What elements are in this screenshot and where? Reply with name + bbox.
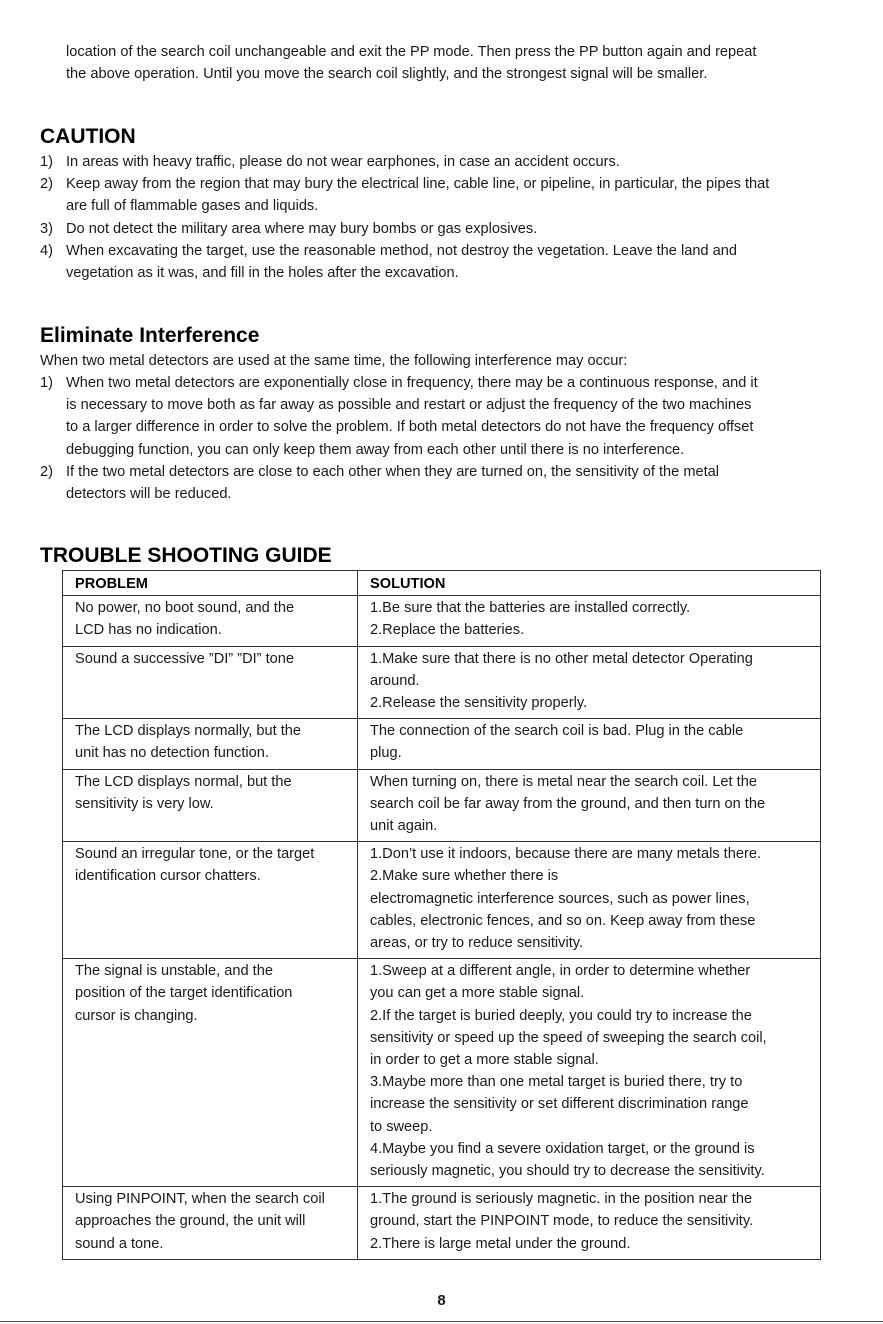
text-line: the above operation. Until you move the search coil slightly, and the strongest signal will be smaller.: [66, 66, 708, 83]
text-line: 1.Don’t use it indoors, because there are many metals there.: [370, 846, 761, 863]
text-line: electromagnetic interference sources, such as power lines,: [370, 890, 750, 907]
text-line: around.: [370, 672, 420, 689]
text-line: unit has no detection function.: [75, 745, 269, 762]
text-line: is necessary to move both as far away as possible and restart or adjust the frequency of the two machines: [66, 397, 752, 414]
solution-cell: [358, 719, 821, 769]
text-line: vegetation as it was, and fill in the holes after the excavation.: [66, 265, 459, 282]
text-line: The signal is unstable, and the: [75, 963, 273, 980]
text-line: position of the target identification: [75, 985, 293, 1002]
interference-heading: Eliminate Interference: [40, 324, 260, 347]
text-line: 2.Replace the batteries.: [370, 622, 525, 639]
text-line: approaches the ground, the unit will: [75, 1213, 306, 1230]
problem-cell: [63, 646, 358, 719]
text-line: When two metal detectors are exponentially close in frequency, there may be a continuous response, and it: [66, 375, 758, 391]
text-line: detectors will be reduced.: [66, 486, 232, 503]
text-line: sensitivity is very low.: [75, 795, 214, 812]
text-line: 1.Be sure that the batteries are installed correctly.: [370, 600, 691, 617]
text-line: seriously magnetic, you should try to decrease the sensitivity.: [370, 1163, 765, 1180]
text-line: you can get a more stable signal.: [370, 985, 585, 1002]
table-row: [63, 842, 821, 959]
table-row: [63, 646, 821, 719]
text-line: The connection of the search coil is bad. Plug in the cable: [370, 723, 744, 740]
text-line: increase the sensitivity or set different discrimination range: [370, 1096, 749, 1113]
text-line: No power, no boot sound, and the: [75, 600, 295, 617]
text-line: When excavating the target, use the reasonable method, not destroy the vegetation. Leave the land and: [66, 242, 737, 259]
interference-list: [40, 372, 845, 505]
text-line: In areas with heavy traffic, please do not wear earphones, in case an accident occurs.: [66, 154, 620, 170]
troubleshooting-heading: TROUBLE SHOOTING GUIDE: [40, 544, 332, 567]
list-item: [40, 461, 845, 505]
table-row: [63, 959, 821, 1187]
table-body: [63, 596, 821, 1260]
page-number: 8: [437, 1292, 446, 1309]
problem-cell: [63, 1187, 358, 1260]
interference-lead: When two metal detectors are used at the same time, the following interference may occur:: [40, 353, 628, 369]
list-item: [40, 240, 845, 284]
text-line: 4.Maybe you find a severe oxidation target, or the ground is: [370, 1140, 755, 1157]
text-line: Using PINPOINT, when the search coil: [75, 1191, 325, 1208]
caution-heading: CAUTION: [40, 125, 136, 148]
solution-cell: [358, 769, 821, 842]
text-line: 1.The ground is seriously magnetic. in the position near the: [370, 1191, 753, 1208]
text-line: When turning on, there is metal near the search coil. Let the: [370, 773, 757, 790]
problem-cell: [63, 959, 358, 1187]
text-line: areas, or try to reduce sensitivity.: [370, 935, 584, 952]
text-line: unit again.: [370, 818, 438, 835]
item-number: 4): [40, 242, 53, 259]
text-line: If the two metal detectors are close to each other when they are turned on, the sensitivity of the metal: [66, 463, 720, 480]
solution-cell: [358, 842, 821, 959]
table-row: [63, 769, 821, 842]
solution-cell: [358, 1187, 821, 1260]
solution-cell: [358, 596, 821, 646]
text-line: debugging function, you can only keep them away from each other until there is no interference.: [66, 441, 685, 458]
text-line: location of the search coil unchangeable and exit the PP mode. Then press the PP button again and repeat: [66, 44, 757, 60]
text-line: 1.Make sure that there is no other metal detector Operating: [370, 650, 753, 667]
text-line: The LCD displays normal, but the: [75, 773, 292, 790]
problem-cell: [63, 842, 358, 959]
list-item: [40, 372, 845, 461]
list-item: [40, 218, 845, 240]
text-line: are full of flammable gases and liquids.: [66, 198, 319, 215]
text-line: 3.Maybe more than one metal target is buried there, try to: [370, 1074, 743, 1091]
text-line: ground, start the PINPOINT mode, to reduce the sensitivity.: [370, 1213, 754, 1230]
intro-paragraph: [66, 41, 856, 85]
table-row: [63, 596, 821, 646]
item-number: 2): [40, 176, 53, 193]
text-line: The LCD displays normally, but the: [75, 723, 302, 740]
text-line: Keep away from the region that may bury the electrical line, cable line, or pipeline, in particular, the pipes that: [66, 176, 770, 193]
list-item: [40, 151, 845, 173]
text-line: cables, electronic fences, and so on. Keep away from these: [370, 912, 756, 929]
table-row: [63, 719, 821, 769]
text-line: to sweep.: [370, 1118, 433, 1135]
solution-cell: [358, 959, 821, 1187]
text-line: cursor is changing.: [75, 1007, 198, 1024]
text-line: to a larger difference in order to solve the problem. If both metal detectors do not have the frequency offset: [66, 419, 754, 436]
text-line: plug.: [370, 745, 402, 762]
text-line: 2.Make sure whether there is: [370, 868, 559, 885]
problem-cell: [63, 719, 358, 769]
problem-cell: [63, 596, 358, 646]
item-number: 1): [40, 154, 53, 170]
list-item: [40, 173, 845, 217]
table-row: [63, 1187, 821, 1260]
item-number: 1): [40, 375, 53, 391]
caution-list: [40, 151, 845, 284]
item-number: 3): [40, 220, 53, 237]
text-line: search coil be far away from the ground, and then turn on the: [370, 795, 766, 812]
table-header-row: [63, 571, 821, 596]
text-line: Sound an irregular tone, or the target: [75, 846, 315, 863]
text-line: Sound a successive ”DI” ”DI” tone: [75, 650, 294, 667]
text-line: 2.If the target is buried deeply, you could try to increase the: [370, 1007, 752, 1024]
problem-cell: [63, 769, 358, 842]
text-line: in order to get a more stable signal.: [370, 1052, 599, 1069]
text-line: sensitivity or speed up the speed of sweeping the search coil,: [370, 1029, 767, 1046]
text-line: 1.Sweep at a different angle, in order to determine whether: [370, 963, 751, 980]
troubleshooting-table: [62, 570, 821, 1260]
solution-cell: [358, 646, 821, 719]
text-line: 2.There is large metal under the ground.: [370, 1235, 631, 1252]
text-line: sound a tone.: [75, 1235, 164, 1252]
item-number: 2): [40, 463, 53, 480]
bottom-divider: [0, 1321, 883, 1322]
text-line: identification cursor chatters.: [75, 868, 261, 885]
text-line: LCD has no indication.: [75, 622, 222, 639]
column-header-solution: SOLUTION: [358, 571, 821, 596]
text-line: 2.Release the sensitivity properly.: [370, 695, 588, 712]
column-header-problem: PROBLEM: [63, 571, 358, 596]
text-line: Do not detect the military area where may bury bombs or gas explosives.: [66, 220, 538, 237]
